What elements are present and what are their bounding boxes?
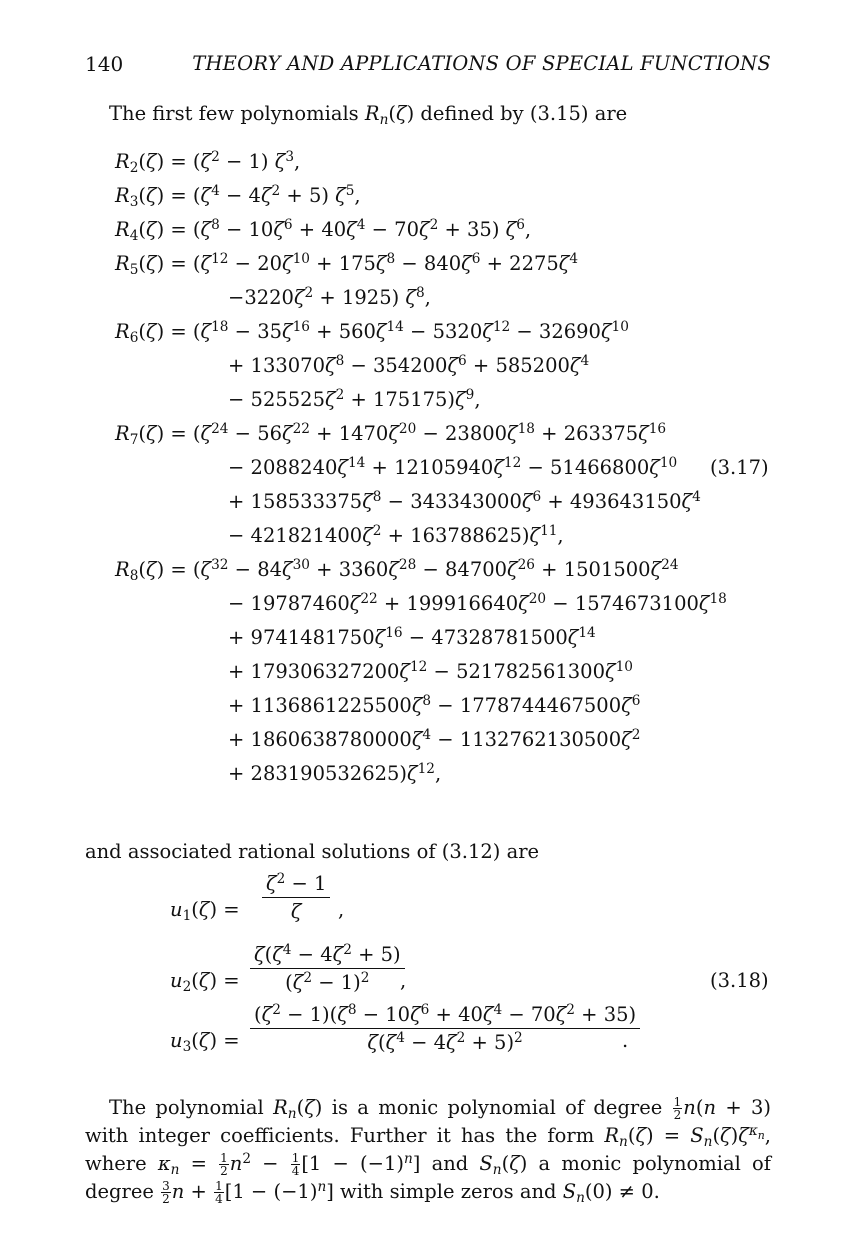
equation-label-3-18: (3.18) — [710, 969, 769, 992]
eq-u1-comma: , — [338, 898, 345, 921]
eq-r6-line1: $R_6(\zeta) = (\zeta^{18} - 35\zeta^{16} + 560\zeta^{14} - 5320\zeta^{12} - 32690\zeta^{10}$ — [115, 319, 629, 346]
eq-u1-lhs: $u_1(\zeta)$ = — [170, 898, 240, 924]
eq-r5-line2: $-3220\zeta^2 + 1925$) $\zeta^8$, — [228, 285, 431, 309]
eq-r2: $R_2(\zeta) = (\zeta^2 - 1)$ $\zeta^3$, — [115, 149, 301, 176]
intro-paragraph: The first few polynomials $R_n(\zeta)$ defined by (3.15) are — [109, 102, 628, 128]
eq-r8-line3: + $9741481750\zeta^{16} - 47328781500\zeta^{14}$ — [228, 625, 596, 649]
equation-label-3-17: (3.17) — [710, 456, 769, 479]
running-title: THEORY AND APPLICATIONS OF SPECIAL FUNCTIONS — [192, 52, 771, 75]
eq-u1-fraction: $\frac{\zeta^2 - 1}{\zeta}$ — [262, 872, 330, 923]
eq-r6-line2: + $133070\zeta^8 - 354200\zeta^6 + 585200\zeta^4$ — [228, 353, 590, 377]
eq-u2-fraction: $\frac{\zeta(\zeta^4 - 4\zeta^2 + 5)}{(\zeta^2 - 1)^2}$ — [250, 943, 405, 994]
eq-r8-line2: − $19787460\zeta^{22} + 199916640\zeta^{20} - 1574673100\zeta^{18}$ — [228, 591, 727, 615]
eq-u3-fraction: $\frac{(\zeta^2 - 1)(\zeta^8 - 10\zeta^6 + 40\zeta^4 - 70\zeta^2 + 35)}{\zeta(\zeta^4 - 4\zeta^2 + 5)^2}$ — [250, 1003, 640, 1054]
eq-r7-line1: $R_7(\zeta) = (\zeta^{24} - 56\zeta^{22} + 1470\zeta^{20} - 23800\zeta^{18} + 263375\zeta^{16}$ — [115, 421, 667, 448]
eq-r6-line3: − $525525\zeta^2 + 175175)\zeta^9$, — [228, 387, 481, 411]
eq-r7-line3: + $158533375\zeta^8 - 343343000\zeta^6 + 493643150\zeta^4$ — [228, 489, 701, 513]
mid-paragraph: and associated rational solutions of (3.12) are — [85, 840, 540, 863]
eq-r4: $R_4(\zeta) = (\zeta^8 - 10\zeta^6 + 40\zeta^4 - 70\zeta^2 + 35)$ $\zeta^6$, — [115, 217, 532, 244]
closing-paragraph: The polynomial $R_n(\zeta)$ is a monic polynomial of degree $\frac{1}{2}$ n(n + 3) with integer coefficients. Further it has the form $R_n(\zeta) = S_n(\zeta)\zeta^{\kappa_n}$, where $\kappa_n$ = $\frac{1}{2}$ $n^2$ − $\frac{1}{4}$ $[1 - (-1)^n]$ and $S_n(\zeta)$ a monic polynomial of degree $\frac{3}{2}$ n + $\frac{1}{4}$ $[1 - (-1)^n]$ with simple zeros and $S_n(0) \ne 0$. — [85, 1095, 771, 1206]
eq-r3: $R_3(\zeta) = (\zeta^4 - 4\zeta^2 + 5)$ $\zeta^5$, — [115, 183, 361, 210]
eq-r8-line7: + $283190532625)\zeta^{12}$, — [228, 761, 442, 785]
eq-r8-line5: + $1136861225500\zeta^8 - 1778744467500\zeta^6$ — [228, 693, 641, 717]
eq-r7-line2: − $2088240\zeta^{14} + 12105940\zeta^{12} - 51466800\zeta^{10}$ — [228, 455, 678, 479]
eq-r8-line1: $R_8(\zeta) = (\zeta^{32} - 84\zeta^{30} + 3360\zeta^{28} - 84700\zeta^{26} + 1501500\zeta^{24}$ — [115, 557, 679, 584]
eq-u2-comma: , — [400, 969, 407, 992]
eq-u3-lhs: $u_3(\zeta)$ = — [170, 1029, 240, 1055]
running-header — [85, 52, 771, 82]
page-number: 140 — [85, 52, 124, 76]
eq-u2-lhs: $u_2(\zeta)$ = — [170, 969, 240, 995]
eq-u3-period: . — [622, 1029, 629, 1052]
eq-r7-line4: − $421821400\zeta^2 + 163788625)\zeta^{11}$, — [228, 523, 564, 547]
eq-r8-line6: + $1860638780000\zeta^4 - 1132762130500\zeta^2$ — [228, 727, 641, 751]
eq-r8-line4: + $179306327200\zeta^{12} - 521782561300\zeta^{10}$ — [228, 659, 633, 683]
eq-r5-line1: $R_5(\zeta) = (\zeta^{12} - 20\zeta^{10} + 175\zeta^8 - 840\zeta^6 + 2275\zeta^4$ — [115, 251, 579, 278]
